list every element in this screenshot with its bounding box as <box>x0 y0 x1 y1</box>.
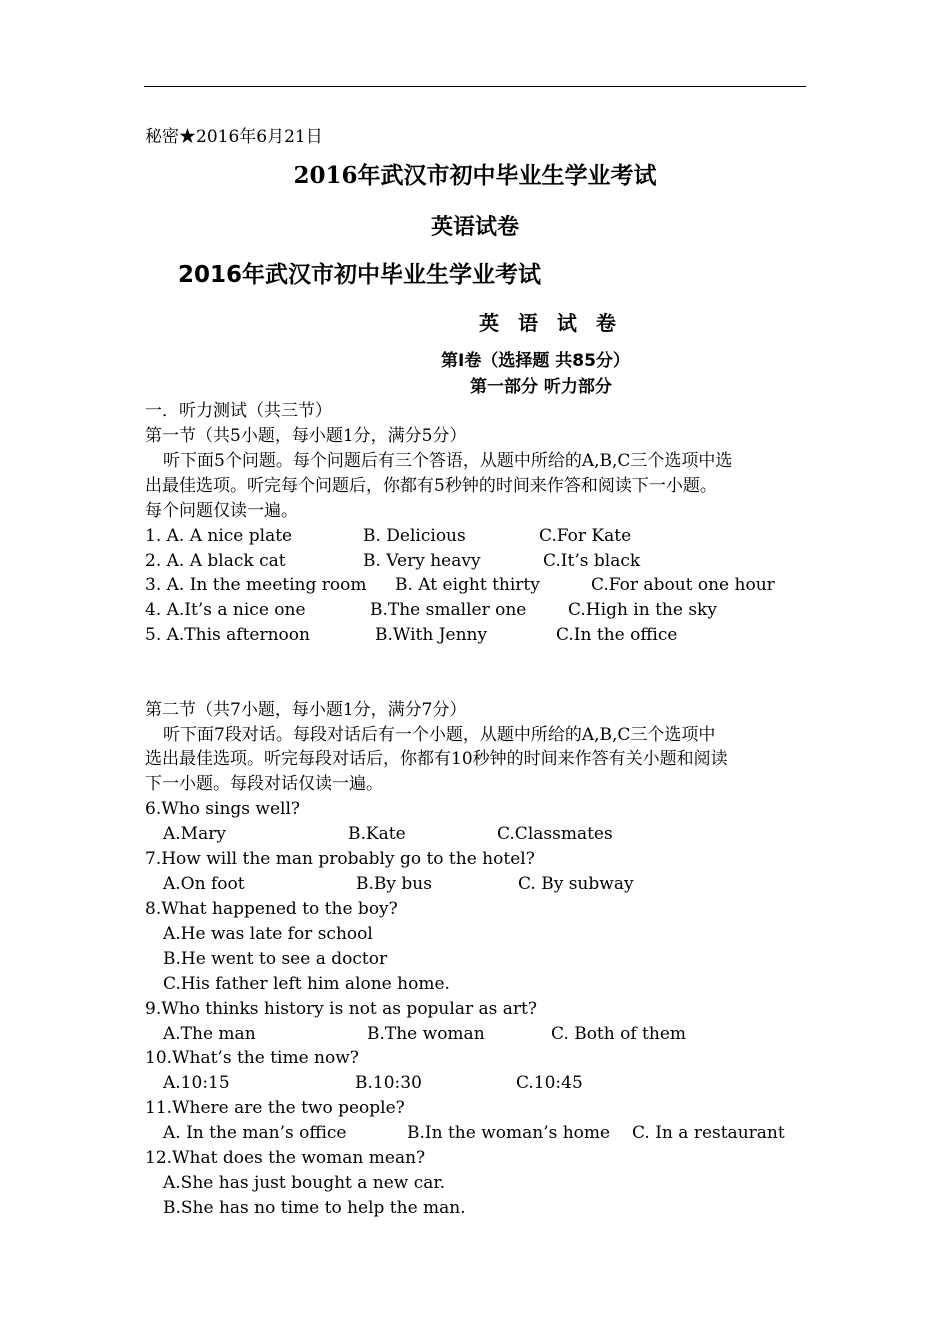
section2-heading: 第二节（共7小题，每小题1分，满分7分） <box>145 700 467 720</box>
question-stem: 8.What happened to the boy? <box>145 899 398 919</box>
option-c: C.High in the sky <box>568 600 717 620</box>
option-c: C. In a restaurant <box>632 1123 785 1143</box>
option-c: C. By subway <box>518 874 634 894</box>
option-c: C.It’s black <box>543 551 641 571</box>
option-b: B. Very heavy <box>363 551 481 571</box>
header-rule <box>144 86 806 87</box>
option-a: A.Mary <box>163 824 226 844</box>
question-stem: 9.Who thinks history is not as popular as art? <box>145 999 537 1019</box>
option-b: B.10:30 <box>355 1073 422 1093</box>
option-b: B.He went to see a doctor <box>163 949 388 969</box>
listening-heading: 一．听力测试（共三节） <box>145 401 332 421</box>
question-stem: 6.Who sings well? <box>145 799 301 819</box>
option-b: B. Delicious <box>363 526 466 546</box>
option-a: A.On foot <box>163 874 245 894</box>
option-a: A.She has just bought a new car. <box>163 1173 446 1193</box>
option-a: A.10:15 <box>163 1073 230 1093</box>
question-stem: 12.What does the woman mean? <box>145 1148 426 1168</box>
option-c: C.For Kate <box>539 526 632 546</box>
subject-title: 英语试卷 <box>430 214 519 240</box>
option-b: B.The woman <box>367 1024 485 1044</box>
option-b: B.By bus <box>356 874 432 894</box>
option-b: B.With Jenny <box>375 625 488 645</box>
section1-instruction: 出最佳选项。听完每个问题后，你都有5秒钟的时间来作答和阅读下一小题。 <box>145 476 717 496</box>
section1-instruction: 听下面5个问题。每个问题后有三个答语，从题中所给的A,B,C三个选项中选 <box>163 451 733 471</box>
option-a: 1. A. A nice plate <box>145 526 293 546</box>
option-b: B.She has no time to help the man. <box>163 1198 466 1218</box>
option-a: A.He was late for school <box>163 924 373 944</box>
option-b: B.Kate <box>348 824 406 844</box>
option-c: C.For about one hour <box>591 575 775 595</box>
question-stem: 11.Where are the two people? <box>145 1098 405 1118</box>
question-stem: 7.How will the man probably go to the hotel? <box>145 849 535 869</box>
question-stem: 10.What’s the time now? <box>145 1048 359 1068</box>
volume-heading: 第I卷（选择题 共85分） <box>441 351 630 371</box>
section1-heading: 第一节（共5小题，每小题1分，满分5分） <box>145 426 467 446</box>
section2-instruction: 选出最佳选项。听完每段对话后，你都有10秒钟的时间来作答有关小题和阅读 <box>145 749 728 769</box>
section2-instruction: 听下面7段对话。每段对话后有一个小题，从题中所给的A,B,C三个选项中 <box>163 725 716 745</box>
option-b: B. At eight thirty <box>395 575 540 595</box>
option-c: C.His father left him alone home. <box>163 974 450 994</box>
option-b: B.The smaller one <box>370 600 527 620</box>
option-a: 5. A.This afternoon <box>145 625 310 645</box>
option-b: B.In the woman’s home <box>407 1123 611 1143</box>
option-c: C.10:45 <box>516 1073 583 1093</box>
option-a: A. In the man’s office <box>163 1123 347 1143</box>
main-title: 2016年武汉市初中毕业生学业考试 <box>293 162 657 189</box>
option-c: C.Classmates <box>497 824 613 844</box>
section1-instruction: 每个问题仅读一遍。 <box>145 501 298 521</box>
option-a: A.The man <box>163 1024 256 1044</box>
option-a: 4. A.It’s a nice one <box>145 600 306 620</box>
main-title-repeat: 2016年武汉市初中毕业生学业考试 <box>178 262 542 288</box>
option-a: 3. A. In the meeting room <box>145 575 367 595</box>
option-c: C. Both of them <box>551 1024 687 1044</box>
option-a: 2. A. A black cat <box>145 551 286 571</box>
secret-date-line: 秘密★2016年6月21日 <box>145 127 323 147</box>
subject-title-spaced: 英 语 试 卷 <box>479 311 622 335</box>
option-c: C.In the office <box>556 625 678 645</box>
section2-instruction: 下一小题。每段对话仅读一遍。 <box>145 774 383 794</box>
part-heading: 第一部分 听力部分 <box>470 377 612 397</box>
